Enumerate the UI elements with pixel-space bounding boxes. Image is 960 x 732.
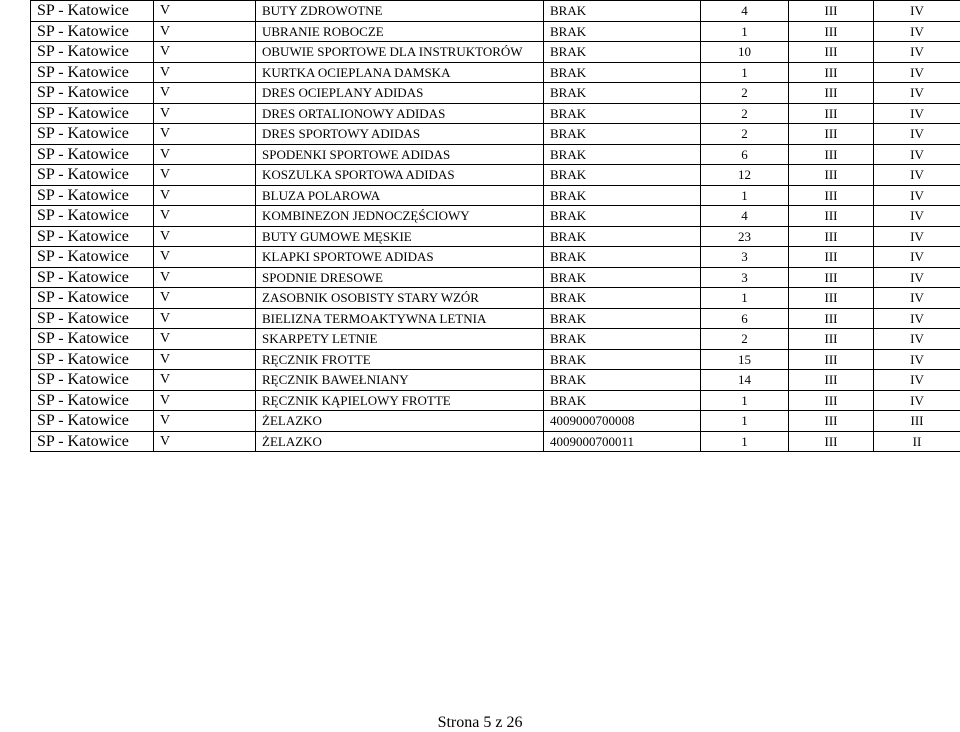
grade-cell: II (874, 431, 960, 452)
table-row (31, 411, 960, 432)
type-cell: V (154, 62, 256, 83)
item-number-cell: 4009000700008 (544, 411, 701, 432)
category-cell: III (789, 247, 874, 268)
item-name-cell: KOSZULKA SPORTOWA ADIDAS (256, 165, 544, 186)
category-cell: III (789, 329, 874, 350)
item-number-cell: BRAK (544, 1, 701, 22)
category-cell: III (789, 62, 874, 83)
quantity-cell: 1 (701, 21, 789, 42)
item-name-cell: SPODNIE DRESOWE (256, 267, 544, 288)
table-row (31, 124, 960, 145)
quantity-cell: 6 (701, 144, 789, 165)
type-cell: V (154, 165, 256, 186)
grade-cell: IV (874, 124, 960, 145)
category-cell: III (789, 144, 874, 165)
type-cell: V (154, 308, 256, 329)
item-number-cell: BRAK (544, 144, 701, 165)
table-row (31, 431, 960, 452)
item-name-cell: DRES SPORTOWY ADIDAS (256, 124, 544, 145)
quantity-cell: 10 (701, 42, 789, 63)
quantity-cell: 1 (701, 431, 789, 452)
type-cell: V (154, 247, 256, 268)
type-cell: V (154, 329, 256, 350)
grade-cell: IV (874, 21, 960, 42)
quantity-cell: 1 (701, 288, 789, 309)
item-name-cell: SKARPETY LETNIE (256, 329, 544, 350)
grade-cell: IV (874, 349, 960, 370)
item-number-cell: BRAK (544, 83, 701, 104)
category-cell: III (789, 226, 874, 247)
quantity-cell: 3 (701, 247, 789, 268)
grade-cell: IV (874, 165, 960, 186)
type-cell: V (154, 390, 256, 411)
item-number-cell: BRAK (544, 42, 701, 63)
unit-cell: SP - Katowice (31, 42, 154, 63)
item-name-cell: ŻELAZKO (256, 411, 544, 432)
category-cell: III (789, 390, 874, 411)
grade-cell: IV (874, 390, 960, 411)
category-cell: III (789, 165, 874, 186)
grade-cell: III (874, 411, 960, 432)
item-number-cell: BRAK (544, 308, 701, 329)
unit-cell: SP - Katowice (31, 226, 154, 247)
item-number-cell: BRAK (544, 390, 701, 411)
grade-cell: IV (874, 144, 960, 165)
inventory-table-body (31, 1, 960, 452)
category-cell: III (789, 308, 874, 329)
type-cell: V (154, 370, 256, 391)
table-row (31, 226, 960, 247)
item-name-cell: KOMBINEZON JEDNOCZĘŚCIOWY (256, 206, 544, 227)
table-row (31, 103, 960, 124)
type-cell: V (154, 267, 256, 288)
table-row (31, 206, 960, 227)
unit-cell: SP - Katowice (31, 411, 154, 432)
table-row (31, 349, 960, 370)
unit-cell: SP - Katowice (31, 83, 154, 104)
quantity-cell: 6 (701, 308, 789, 329)
quantity-cell: 4 (701, 1, 789, 22)
grade-cell: IV (874, 185, 960, 206)
quantity-cell: 1 (701, 411, 789, 432)
grade-cell: IV (874, 103, 960, 124)
item-number-cell: BRAK (544, 206, 701, 227)
unit-cell: SP - Katowice (31, 206, 154, 227)
table-row (31, 42, 960, 63)
table-row (31, 390, 960, 411)
unit-cell: SP - Katowice (31, 1, 154, 22)
quantity-cell: 3 (701, 267, 789, 288)
quantity-cell: 23 (701, 226, 789, 247)
unit-cell: SP - Katowice (31, 185, 154, 206)
item-name-cell: SPODENKI SPORTOWE ADIDAS (256, 144, 544, 165)
item-number-cell: BRAK (544, 247, 701, 268)
unit-cell: SP - Katowice (31, 288, 154, 309)
item-name-cell: RĘCZNIK FROTTE (256, 349, 544, 370)
quantity-cell: 2 (701, 329, 789, 350)
table-row (31, 185, 960, 206)
quantity-cell: 14 (701, 370, 789, 391)
category-cell: III (789, 103, 874, 124)
grade-cell: IV (874, 288, 960, 309)
category-cell: III (789, 124, 874, 145)
table-row (31, 21, 960, 42)
item-name-cell: KURTKA OCIEPLANA DAMSKA (256, 62, 544, 83)
item-name-cell: RĘCZNIK BAWEŁNIANY (256, 370, 544, 391)
item-number-cell: BRAK (544, 349, 701, 370)
unit-cell: SP - Katowice (31, 349, 154, 370)
type-cell: V (154, 103, 256, 124)
table-row (31, 1, 960, 22)
type-cell: V (154, 185, 256, 206)
item-name-cell: DRES ORTALIONOWY ADIDAS (256, 103, 544, 124)
quantity-cell: 2 (701, 124, 789, 145)
category-cell: III (789, 370, 874, 391)
type-cell: V (154, 124, 256, 145)
grade-cell: IV (874, 247, 960, 268)
category-cell: III (789, 267, 874, 288)
category-cell: III (789, 83, 874, 104)
item-name-cell: ZASOBNIK OSOBISTY STARY WZÓR (256, 288, 544, 309)
table-row (31, 83, 960, 104)
table-row (31, 165, 960, 186)
item-number-cell: BRAK (544, 329, 701, 350)
item-number-cell: BRAK (544, 21, 701, 42)
type-cell: V (154, 83, 256, 104)
item-number-cell: BRAK (544, 288, 701, 309)
quantity-cell: 12 (701, 165, 789, 186)
table-row (31, 62, 960, 83)
type-cell: V (154, 1, 256, 22)
grade-cell: IV (874, 329, 960, 350)
grade-cell: IV (874, 62, 960, 83)
category-cell: III (789, 21, 874, 42)
item-name-cell: RĘCZNIK KĄPIELOWY FROTTE (256, 390, 544, 411)
unit-cell: SP - Katowice (31, 21, 154, 42)
item-name-cell: BUTY GUMOWE MĘSKIE (256, 226, 544, 247)
type-cell: V (154, 42, 256, 63)
type-cell: V (154, 349, 256, 370)
type-cell: V (154, 144, 256, 165)
quantity-cell: 1 (701, 185, 789, 206)
type-cell: V (154, 226, 256, 247)
grade-cell: IV (874, 206, 960, 227)
category-cell: III (789, 206, 874, 227)
category-cell: III (789, 349, 874, 370)
unit-cell: SP - Katowice (31, 103, 154, 124)
item-number-cell: BRAK (544, 103, 701, 124)
unit-cell: SP - Katowice (31, 247, 154, 268)
table-row (31, 288, 960, 309)
item-name-cell: BLUZA POLAROWA (256, 185, 544, 206)
item-number-cell: BRAK (544, 185, 701, 206)
quantity-cell: 2 (701, 103, 789, 124)
table-row (31, 308, 960, 329)
unit-cell: SP - Katowice (31, 124, 154, 145)
grade-cell: IV (874, 308, 960, 329)
category-cell: III (789, 431, 874, 452)
item-number-cell: BRAK (544, 165, 701, 186)
item-name-cell: ŻELAZKO (256, 431, 544, 452)
inventory-table (30, 0, 960, 452)
item-number-cell: BRAK (544, 124, 701, 145)
quantity-cell: 1 (701, 390, 789, 411)
table-row (31, 370, 960, 391)
unit-cell: SP - Katowice (31, 144, 154, 165)
quantity-cell: 4 (701, 206, 789, 227)
unit-cell: SP - Katowice (31, 390, 154, 411)
category-cell: III (789, 185, 874, 206)
table-row (31, 144, 960, 165)
unit-cell: SP - Katowice (31, 370, 154, 391)
category-cell: III (789, 411, 874, 432)
type-cell: V (154, 21, 256, 42)
item-number-cell: BRAK (544, 267, 701, 288)
unit-cell: SP - Katowice (31, 267, 154, 288)
table-row (31, 267, 960, 288)
page-number: Strona 5 z 26 (437, 714, 523, 731)
quantity-cell: 2 (701, 83, 789, 104)
item-name-cell: BIELIZNA TERMOAKTYWNA LETNIA (256, 308, 544, 329)
type-cell: V (154, 431, 256, 452)
category-cell: III (789, 1, 874, 22)
type-cell: V (154, 411, 256, 432)
grade-cell: IV (874, 83, 960, 104)
unit-cell: SP - Katowice (31, 165, 154, 186)
item-number-cell: BRAK (544, 62, 701, 83)
grade-cell: IV (874, 1, 960, 22)
item-name-cell: DRES OCIEPLANY ADIDAS (256, 83, 544, 104)
grade-cell: IV (874, 370, 960, 391)
item-number-cell: BRAK (544, 370, 701, 391)
item-name-cell: OBUWIE SPORTOWE DLA INSTRUKTORÓW (256, 42, 544, 63)
table-row (31, 247, 960, 268)
category-cell: III (789, 42, 874, 63)
category-cell: III (789, 288, 874, 309)
unit-cell: SP - Katowice (31, 431, 154, 452)
table-row (31, 329, 960, 350)
unit-cell: SP - Katowice (31, 329, 154, 350)
item-number-cell: BRAK (544, 226, 701, 247)
quantity-cell: 15 (701, 349, 789, 370)
unit-cell: SP - Katowice (31, 62, 154, 83)
grade-cell: IV (874, 226, 960, 247)
type-cell: V (154, 288, 256, 309)
unit-cell: SP - Katowice (31, 308, 154, 329)
quantity-cell: 1 (701, 62, 789, 83)
item-name-cell: BUTY ZDROWOTNE (256, 1, 544, 22)
grade-cell: IV (874, 42, 960, 63)
item-name-cell: KLAPKI SPORTOWE ADIDAS (256, 247, 544, 268)
item-name-cell: UBRANIE ROBOCZE (256, 21, 544, 42)
grade-cell: IV (874, 267, 960, 288)
item-number-cell: 4009000700011 (544, 431, 701, 452)
type-cell: V (154, 206, 256, 227)
